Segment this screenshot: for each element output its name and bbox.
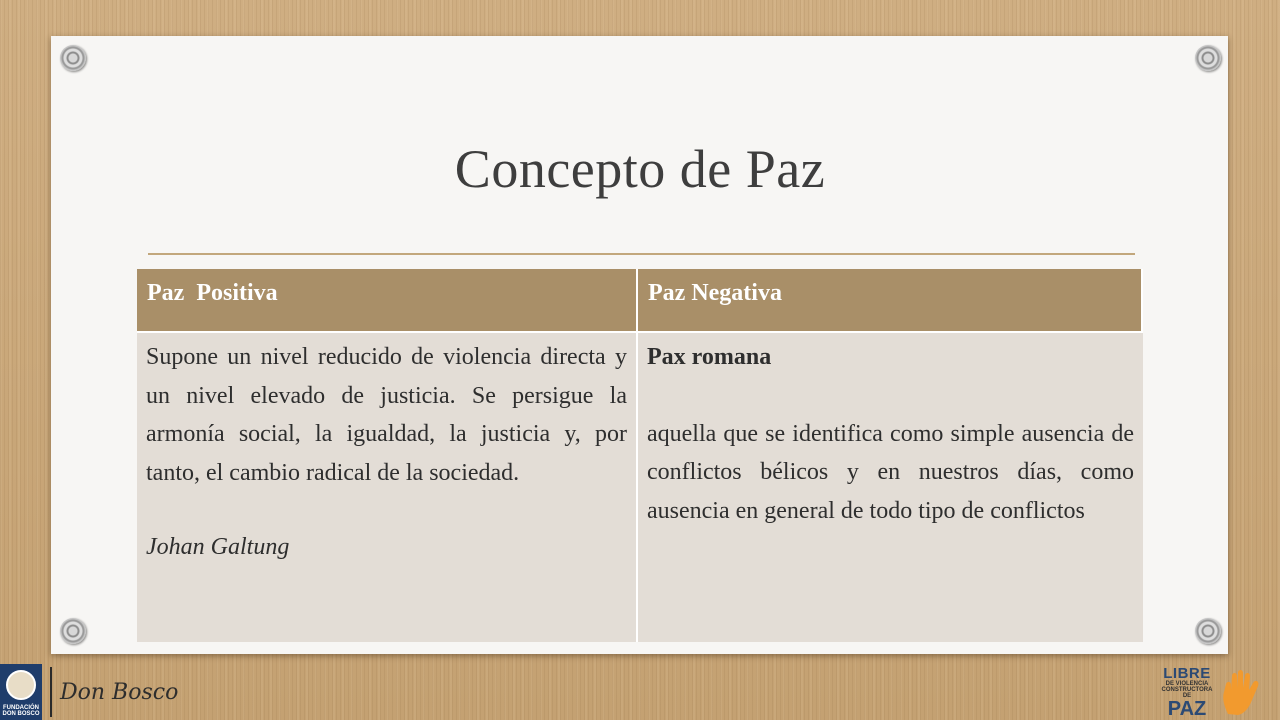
pin-icon	[1195, 618, 1221, 644]
logo-de: DE	[1182, 693, 1192, 699]
campaign-logo-text	[1152, 666, 1222, 719]
header-paz-negativa: Paz Negativa	[638, 269, 1143, 333]
title-divider	[148, 253, 1135, 255]
portrait-icon	[6, 670, 36, 700]
pax-romana-heading: Pax romana	[647, 344, 772, 370]
footer-right-logo	[1152, 664, 1272, 720]
cell-paz-positiva	[137, 333, 638, 642]
logo-constructora: CONSTRUCTORA	[1161, 687, 1213, 693]
paz-negativa-text: aquella que se identifica como simple ausencia de conflictos bélicos y en nuestros días, como ausencia en general de todo tipo de conflictos	[647, 420, 1134, 524]
fundacion-logo-text: FUNDACIÓN DON BOSCO	[2, 705, 40, 717]
pin-icon	[1195, 45, 1221, 71]
hand-icon	[1220, 668, 1264, 716]
pin-icon	[60, 618, 86, 644]
logo-de-violencia: DE VIOLENCIA	[1165, 681, 1209, 687]
paz-positiva-text: Supone un nivel reducido de violencia directa y un nivel elevado de justicia. Se persigue la armonía social, la igualdad, la justicia y, por tanto, el cambio radical de la sociedad.	[146, 344, 627, 486]
logo-libre: LIBRE	[1163, 665, 1211, 682]
pin-icon	[60, 45, 86, 71]
footer-left-logos	[0, 664, 178, 720]
don-bosco-signature: Don Bosco	[60, 679, 179, 705]
comparison-table	[137, 269, 1143, 642]
logo-paz: PAZ	[1167, 698, 1207, 720]
author-name: Johan Galtung	[146, 534, 290, 560]
cell-paz-negativa	[638, 333, 1143, 642]
fundacion-don-bosco-logo	[0, 664, 42, 720]
header-paz-positiva: Paz Positiva	[137, 269, 638, 333]
logo-divider	[50, 667, 52, 717]
slide-title: Concepto de Paz	[454, 139, 826, 199]
